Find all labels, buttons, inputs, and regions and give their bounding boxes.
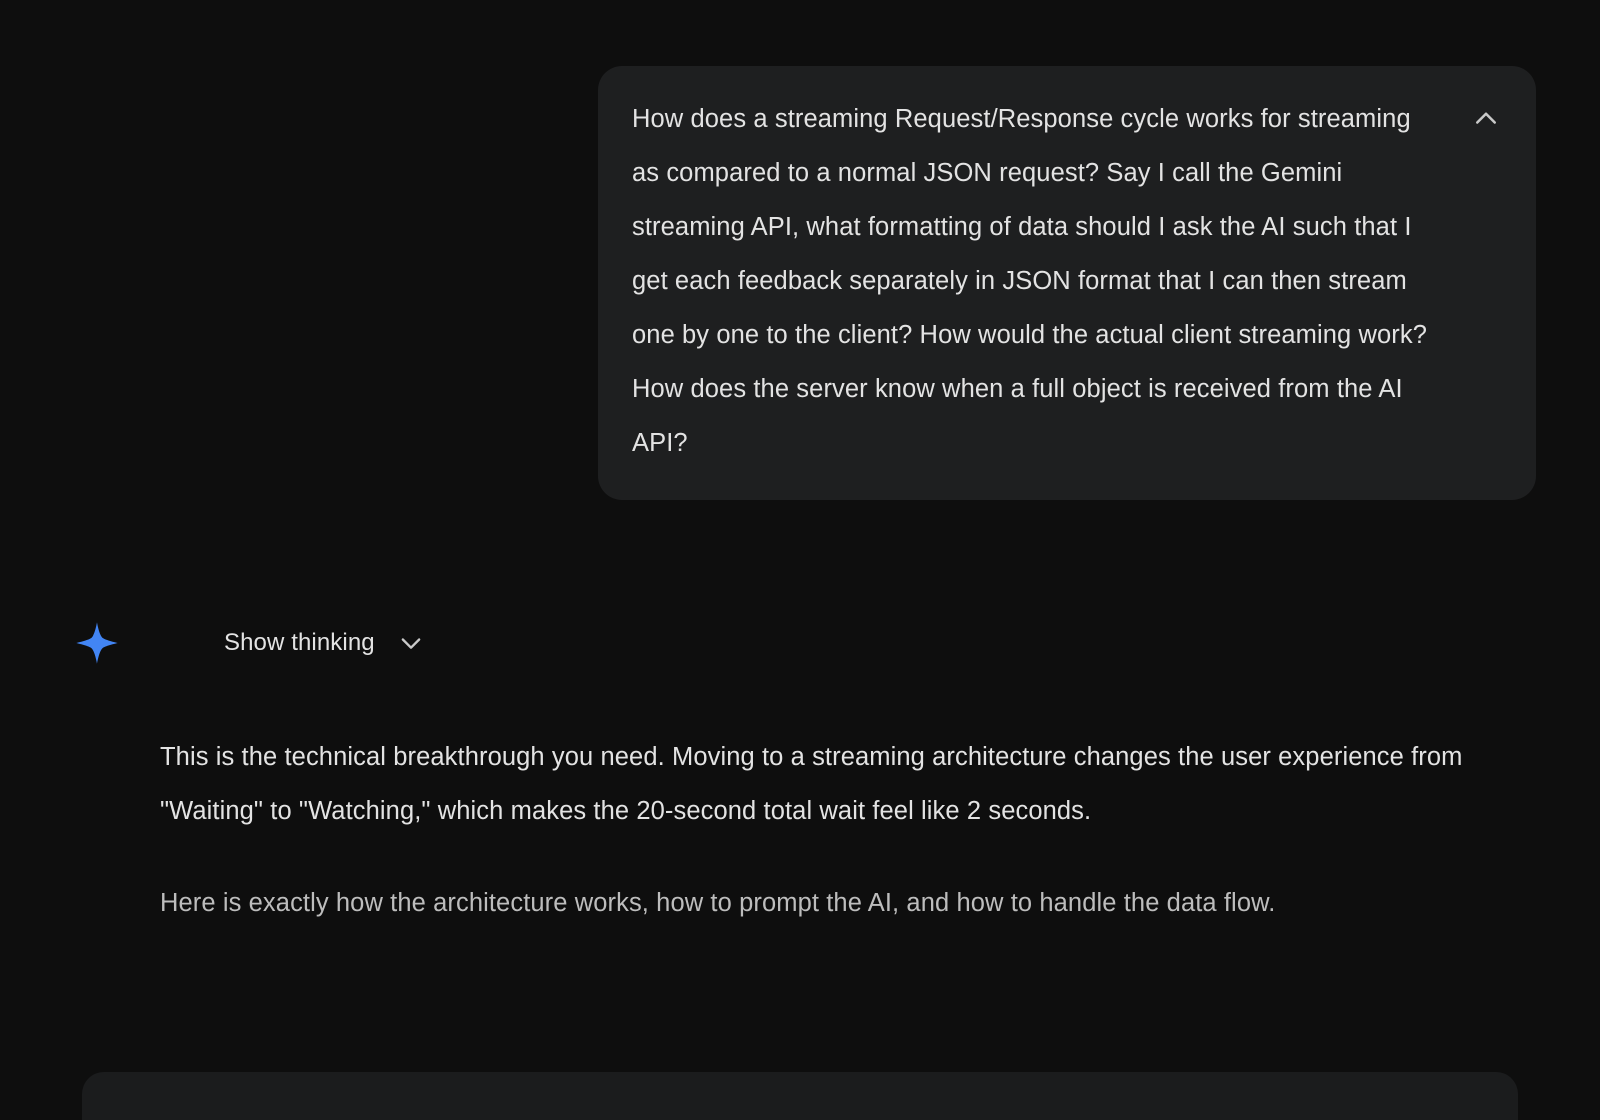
chevron-down-icon[interactable]	[397, 629, 425, 657]
assistant-paragraph: This is the technical breakthrough you need. Moving to a streaming architecture changes the user experience from "Waiting" to "Watching," which makes the 20-second total wait feel like 2 seconds.	[160, 743, 1463, 825]
user-message-bubble	[598, 66, 1536, 500]
user-message-text: How does a streaming Request/Response cycle works for streaming as compared to a normal JSON request? Say I call the Gemini streaming API, what formatting of data should I ask the AI such that I get each feedback separately in JSON format that I can then stream one by one to the client? How would the actual client streaming work? How does the server know when a full object is received from the AI API?	[632, 105, 1435, 457]
answer-card-peek	[82, 1072, 1518, 1120]
assistant-answer	[160, 730, 1500, 968]
assistant-thinking-row	[66, 612, 425, 674]
chevron-up-icon[interactable]	[1466, 100, 1506, 140]
assistant-paragraph: Here is exactly how the architecture works, how to prompt the AI, and how to handle the data flow.	[160, 889, 1276, 917]
show-thinking-button[interactable]: Show thinking	[224, 629, 375, 656]
gemini-sparkle-icon	[66, 612, 128, 674]
user-message-row	[598, 66, 1536, 500]
